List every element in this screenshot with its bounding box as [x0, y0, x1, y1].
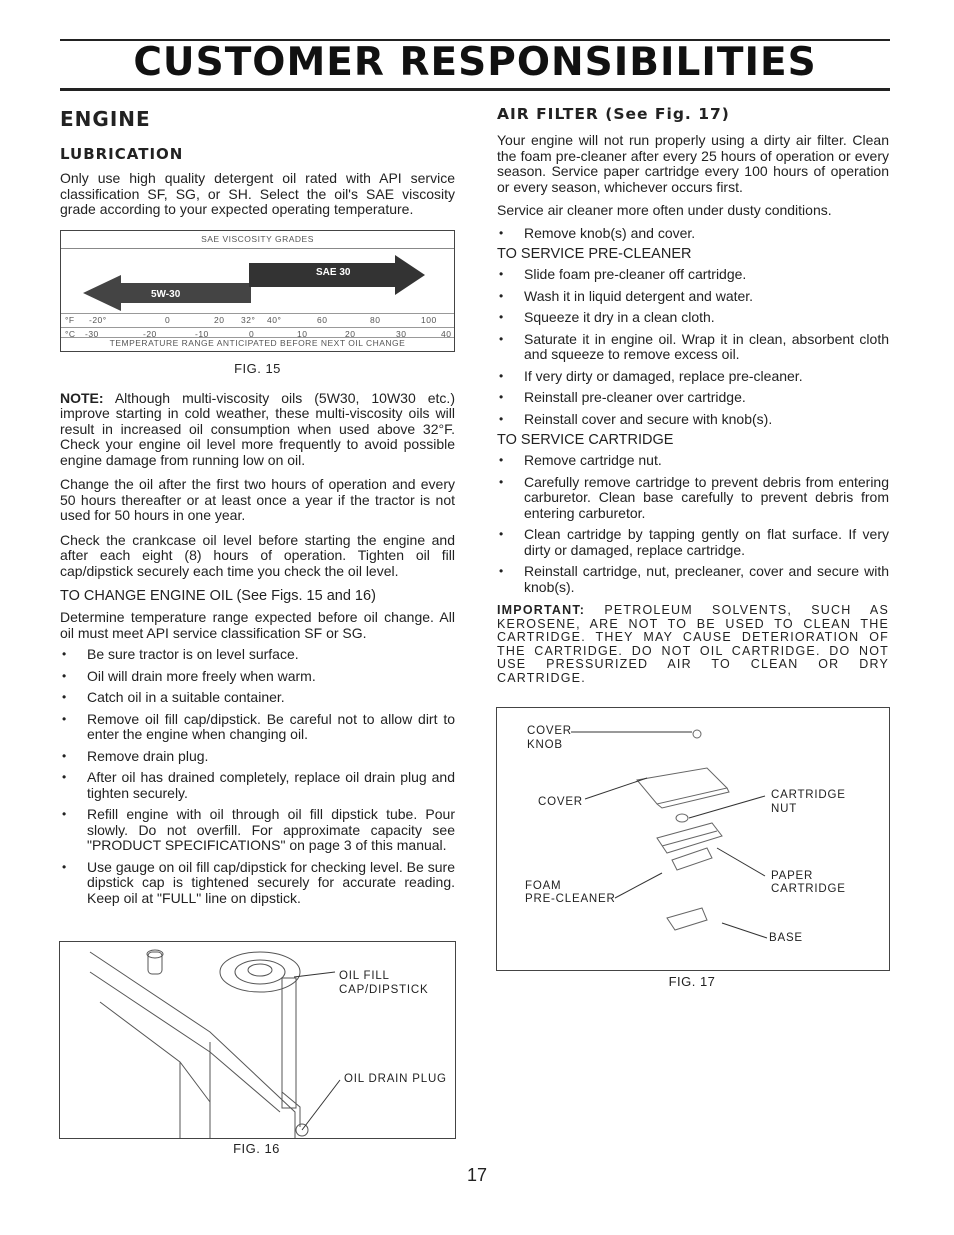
fig17-caption: FIG. 17 [668, 974, 716, 989]
c-tick: -10 [195, 328, 209, 339]
cover-step [497, 226, 889, 242]
section-heading-engine: ENGINE [60, 107, 151, 131]
f-tick: 60 [317, 314, 328, 325]
change-oil-steps [60, 647, 455, 906]
fahrenheit-scale [61, 313, 454, 328]
list-item: • Remove drain plug. [60, 749, 455, 765]
cartridge-heading: TO SERVICE CARTRIDGE [497, 432, 674, 448]
fig15-title-rule [61, 248, 454, 249]
list-item: • Reinstall cartridge, nut, precleaner, cover and secure with knob(s). [497, 564, 889, 595]
paper-cartridge-label-1: PAPER [771, 870, 814, 882]
cartridge-steps [497, 453, 889, 595]
list-item: • Remove knob(s) and cover. [497, 226, 889, 242]
note-label: NOTE: [60, 389, 104, 406]
subsection-heading-lubrication: LUBRICATION [60, 145, 184, 163]
list-item: • Saturate it in engine oil. Wrap it in clean, absorbent cloth and squeeze to remove excess oil. [497, 332, 889, 363]
oil-level-check: Check the crankcase oil level before starting the engine and after each eight (8) hours of operation. Tighten oil fill cap/dipstick securely each time you check the oil level. [60, 531, 455, 579]
cover-label: COVER [538, 796, 583, 808]
pre-cleaner-heading: TO SERVICE PRE-CLEANER [497, 246, 692, 262]
fig16-oil-fill-diagram [59, 941, 456, 1139]
list-item: • Catch oil in a suitable container. [60, 690, 455, 706]
fig15-footer: TEMPERATURE RANGE ANTICIPATED BEFORE NEXT OIL CHANGE [61, 337, 454, 348]
f-tick: 40° [267, 314, 282, 325]
viscosity-arrows [61, 253, 456, 313]
list-item: • Reinstall cover and secure with knob(s). [497, 412, 889, 428]
oil-change-interval: Change the oil after the first two hours of operation and every 50 hours thereafter or at least once a year if the tractor is not used for 50 hours in one year. [60, 476, 455, 523]
fig15-title: SAE VISCOSITY GRADES [201, 233, 314, 244]
important-warning [497, 604, 889, 685]
engine-column [60, 105, 455, 906]
f-tick: 0 [165, 314, 171, 325]
c-tick: 40 [441, 328, 452, 339]
cartridge-nut-label-1: CARTRIDGE [771, 789, 846, 801]
f-tick: -20° [89, 314, 107, 325]
fig17-air-filter-diagram [496, 707, 890, 971]
title-underline [60, 88, 890, 91]
page-title: CUSTOMER RESPONSIBILITIES [133, 40, 817, 85]
list-item: • Remove cartridge nut. [497, 453, 889, 469]
list-item: • Use gauge on oil fill cap/dipstick for checking level. Be sure dipstick cap is tightened securely for accurate reading. Keep oil at "FULL" line on dipstick. [60, 860, 455, 907]
list-item: • Oil will drain more freely when warm. [60, 669, 455, 685]
f-tick: 20 [214, 314, 225, 325]
note-paragraph [60, 391, 455, 469]
fig15-viscosity-chart [60, 230, 455, 352]
f-tick: 100 [421, 314, 437, 325]
list-item: • Slide foam pre-cleaner off cartridge. [497, 267, 889, 283]
page-number: 17 [466, 1165, 488, 1185]
fig15-caption: FIG. 15 [234, 360, 281, 376]
f-tick: 80 [370, 314, 381, 325]
pre-cleaner-steps [497, 267, 889, 427]
list-item: • Refill engine with oil through oil fill dipstick tube. Pour slowly. Do not overfill. For approximate capacity see "PRODUCT SPECIFICATIONS" on page 3 of this manual. [60, 807, 455, 854]
list-item: • Reinstall pre-cleaner over cartridge. [497, 390, 889, 406]
list-item: • If very dirty or damaged, replace pre-cleaner. [497, 369, 889, 385]
oil-fill-label-2: CAP/DIPSTICK [339, 984, 429, 996]
air-filter-column [497, 105, 889, 685]
lubrication-intro: Only use high quality detergent oil rated with API service classification SF, SG, or SH. Select the oil's SAE viscosity grade according to your expected operating temperature. [60, 170, 455, 217]
c-tick: 20 [345, 328, 356, 339]
dusty-conditions: Service air cleaner more often under dusty conditions. [497, 202, 832, 218]
arrow-sae30-label: SAE 30 [316, 266, 351, 278]
change-oil-heading: TO CHANGE ENGINE OIL (See Figs. 15 and 16) [60, 588, 376, 604]
c-tick: 10 [297, 328, 308, 339]
cartridge-nut-label-2: NUT [771, 803, 798, 815]
foam-precleaner-label-2: PRE-CLEANER [525, 893, 616, 905]
foam-precleaner-label-1: FOAM [525, 880, 562, 892]
note-text: Although multi-viscosity oils (5W30, 10W30 etc.) improve starting in cold weather, these multi-viscosity oils will result in increased oil consumption when used above 32°F. Check your engine oil level more frequently to avoid possible engine damage from running low on oil. [60, 389, 455, 468]
list-item: • Be sure tractor is on level surface. [60, 647, 455, 663]
list-item: • Squeeze it dry in a clean cloth. [497, 310, 889, 326]
air-filter-intro: Your engine will not run properly using a dirty air filter. Clean the foam pre-cleaner after every 25 hours of operation or every season. Service paper cartridge every 100 hours of operation or every season, whichever occurs first. [497, 132, 889, 195]
c-tick: -30 [85, 328, 99, 339]
fig16-leader-lines [60, 942, 455, 1138]
fig16-caption: FIG. 16 [233, 1141, 280, 1156]
air-filter-heading: AIR FILTER (See Fig. 17) [497, 105, 730, 123]
arrow-5w30-label: 5W-30 [151, 288, 181, 300]
c-tick: -20 [143, 328, 157, 339]
c-tick: 0 [249, 328, 255, 339]
important-label: IMPORTANT: [497, 603, 586, 617]
list-item: • Clean cartridge by tapping gently on flat surface. If very dirty or damaged, replace cartridge. [497, 527, 889, 558]
f-tick: 32° [241, 314, 256, 325]
list-item: • Remove oil fill cap/dipstick. Be careful not to allow dirt to enter the engine when changing oil. [60, 712, 455, 743]
c-tick: 30 [396, 328, 407, 339]
change-oil-intro: Determine temperature range expected before oil change. All oil must meet API service classification SF or SG. [60, 609, 455, 641]
oil-fill-label-1: OIL FILL [339, 970, 390, 982]
important-paragraph [497, 604, 889, 685]
list-item: • Carefully remove cartridge to prevent debris from entering carburetor. Clean base carefully to prevent debris from entering carburetor. [497, 475, 889, 522]
important-text: PETROLEUM SOLVENTS, SUCH AS KEROSENE, ARE NOT TO BE USED TO CLEAN THE CARTRIDGE. THEY MAY CAUSE DETERIORATION OF THE CARTRIDGE. DO NOT OIL CARTRIDGE. DO NOT USE PRESSURIZED AIR TO CLEAN OR DRY CARTRIDGE. [497, 603, 889, 685]
list-item: • After oil has drained completely, replace oil drain plug and tighten securely. [60, 770, 455, 801]
cover-knob-label-1: COVER [527, 725, 572, 737]
base-label: BASE [769, 932, 803, 944]
list-item: • Wash it in liquid detergent and water. [497, 289, 889, 305]
c-unit: °C [65, 328, 76, 339]
oil-drain-label: OIL DRAIN PLUG [344, 1073, 447, 1085]
cover-knob-label-2: KNOB [527, 739, 563, 751]
f-unit: °F [65, 314, 75, 325]
paper-cartridge-label-2: CARTRIDGE [771, 883, 846, 895]
